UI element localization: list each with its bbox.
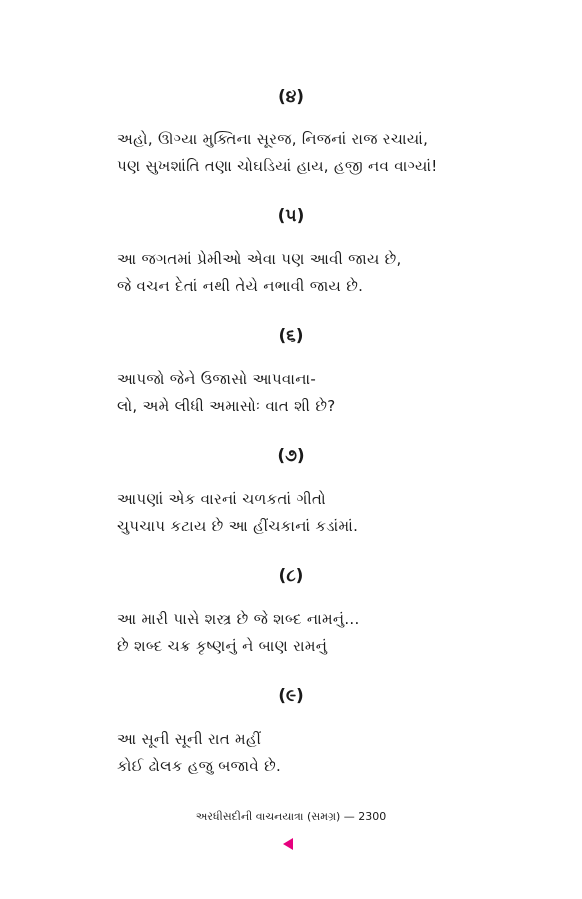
poem-number: (૫) bbox=[277, 206, 305, 226]
poem-line: કોઈ ઢોલક હજુ બજાવે છે. bbox=[117, 757, 282, 775]
poem-number: (૭) bbox=[277, 446, 305, 466]
page-footer bbox=[0, 809, 582, 825]
poem-number: (૪) bbox=[277, 87, 305, 107]
triangle-left-icon[interactable] bbox=[283, 838, 293, 850]
poem-line: અહો, ઊગ્યા મુક્તિના સૂરજ, નિજનાં રાજ રચાયાં, bbox=[117, 130, 429, 148]
poem-number: (૯) bbox=[278, 686, 304, 706]
book-title: અરધીસદીની વાચનયાત્રા (સમગ્ર) bbox=[195, 810, 341, 823]
poem-line: ચુપચાપ કટાય છે આ હીંચકાનાં કડાંમાં. bbox=[117, 517, 359, 535]
poem-line: આ મારી પાસે શસ્ત્ર છે જે શબ્દ નામનું... bbox=[117, 610, 360, 628]
footer-separator: — bbox=[343, 810, 355, 823]
poem-line: લો, અમે લીધી અમાસોઃ વાત શી છે? bbox=[117, 397, 336, 415]
poem-line: જે વચન દેતાં નથી તેયે નભાવી જાય છે. bbox=[117, 277, 364, 295]
poem-line: આ જગતમાં પ્રેમીઓ એવા પણ આવી જાય છે, bbox=[117, 250, 402, 268]
poem-number: (૬) bbox=[278, 326, 304, 346]
poem-line: આપણાં એક વારનાં ચળકતાં ગીતો bbox=[117, 490, 326, 508]
poem-line: છે શબ્દ ચક્ર કૃષ્ણનું ને બાણ રામનું bbox=[117, 637, 328, 655]
page-number: 2300 bbox=[358, 810, 387, 823]
poem-line: આ સૂની સૂની રાત મહીં bbox=[117, 730, 262, 748]
poem-line: આપજો જેને ઉજાસો આપવાના- bbox=[117, 370, 317, 388]
poem-number: (૮) bbox=[278, 566, 304, 586]
poem-line: પણ સુખશાંતિ તણા ચોઘડિયાં હાય, હજી નવ વાગ્યાં! bbox=[117, 157, 438, 175]
